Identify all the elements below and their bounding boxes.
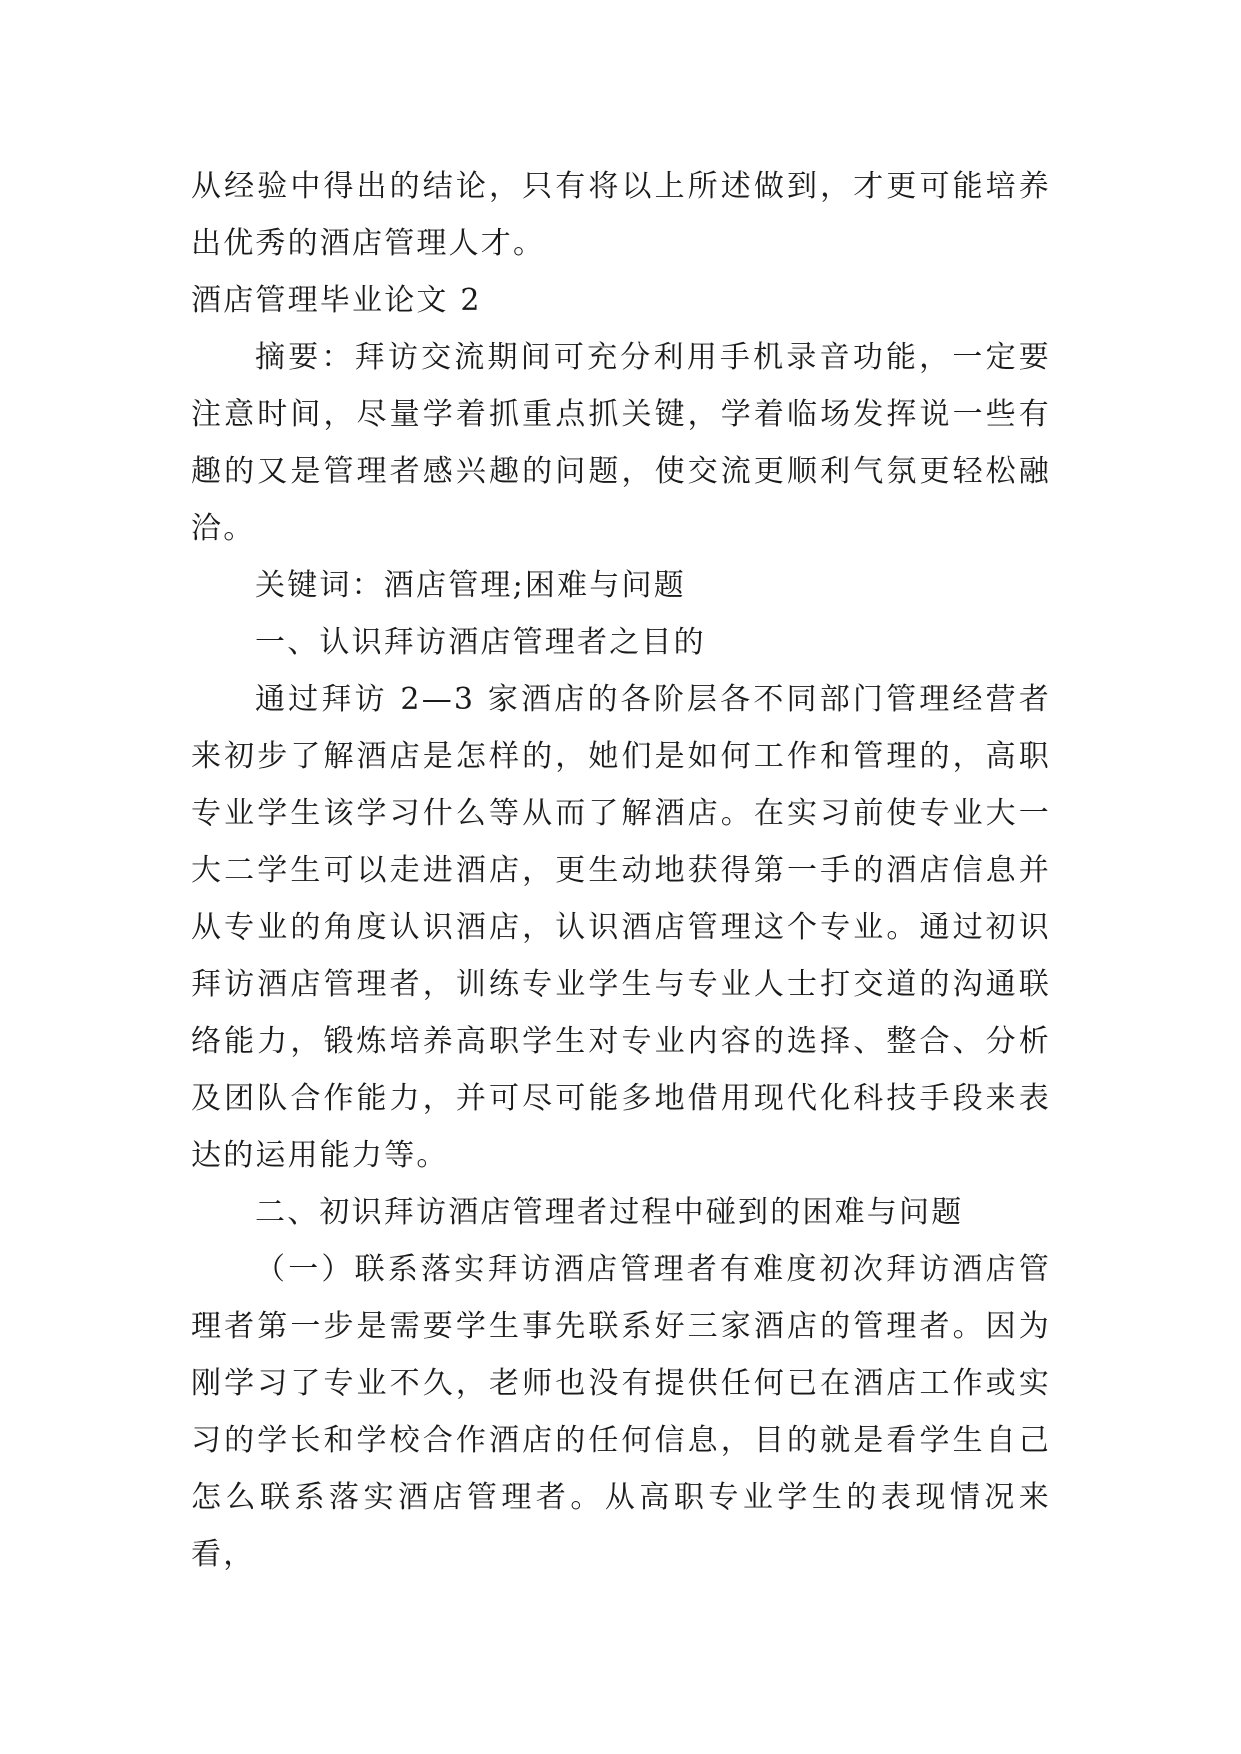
document-body <box>191 158 1051 1583</box>
section-title: 酒店管理毕业论文 2 <box>191 283 482 318</box>
paragraph-conclusion: 从经验中得出的结论，只有将以上所述做到，才更可能培养出优秀的酒店管理人才。 <box>191 169 1051 261</box>
heading-2: 二、初识拜访酒店管理者过程中碰到的困难与问题 <box>255 1195 964 1230</box>
paragraph-purpose: 通过拜访 2—3 家酒店的各阶层各不同部门管理经营者来初步了解酒店是怎样的，她们是如何工作和管理的，高职专业学生该学习什么等从而了解酒店。在实习前使专业大一大二学生可以走进酒店，更生动地获得第一手的酒店信息并从专业的角度认识酒店，认识酒店管理这个专业。通过初识拜访酒店管理者，训练专业学生与专业人士打交道的沟通联络能力，锻炼培养高职学生对专业内容的选择、整合、分析及团队合作能力，并可尽可能多地借用现代化科技手段来表达的运用能力等。 <box>191 682 1051 1173</box>
heading-1: 一、认识拜访酒店管理者之目的 <box>255 625 706 660</box>
paragraph-difficulty: （一）联系落实拜访酒店管理者有难度初次拜访酒店管理者第一步是需要学生事先联系好三家酒店的管理者。因为刚学习了专业不久，老师也没有提供任何已在酒店工作或实习的学长和学校合作酒店的任何信息，目的就是看学生自己怎么联系落实酒店管理者。从高职专业学生的表现情况来看， <box>191 1252 1051 1572</box>
paragraph-keywords: 关键词：酒店管理;困难与问题 <box>255 568 686 603</box>
paragraph-abstract: 摘要：拜访交流期间可充分利用手机录音功能，一定要注意时间，尽量学着抓重点抓关键，学着临场发挥说一些有趣的又是管理者感兴趣的问题，使交流更顺利气氛更轻松融洽。 <box>191 340 1051 546</box>
